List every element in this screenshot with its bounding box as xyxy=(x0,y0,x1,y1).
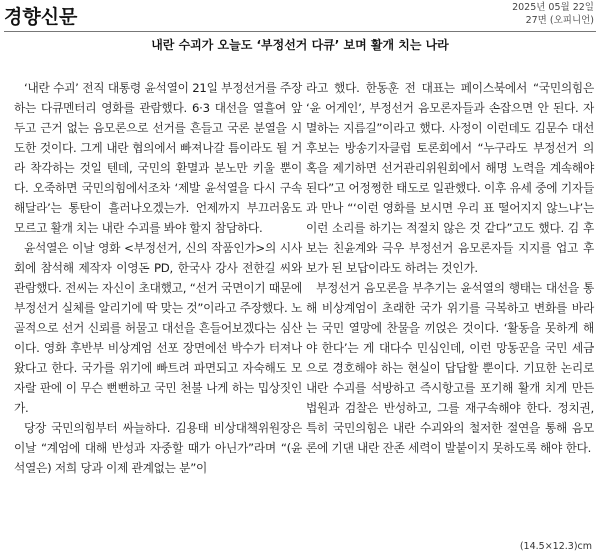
paragraph: ‘내란 수괴’ 전직 대통령 윤석열이 21일 부정선거를 주장하는 다큐멘터리 영화를 관람했다. 6·3 대선을 열흘여 앞두고 근거 없는 음모론으로 선거를 흔들고 국론 분열을 시도한 것이다. 그게 내란 협의에서 빠져나갈 틈이라도 될 거라 착각하는 것일 텐데, 국민의 환멸과 분노만 키울 뿐이다. 오죽하면 국민의힘에서조차 ‘제발 윤석열을 다시 구속해달라’는 통탄이 흘러나오겠는가. 언제까지 부끄러움도 모르고 활개 치는 내란 수괴를 봐야 할지 참담하다. xyxy=(14,81,302,235)
masthead-divider xyxy=(4,31,596,32)
publication-date: 2025년 05월 22일 xyxy=(512,2,594,13)
clipping-size-note: (14.5×12.3)cm xyxy=(519,541,592,552)
article-body xyxy=(0,78,600,528)
paragraph: 당장 국민의힘부터 싸늘하다. 김용태 비상대책위원장은 이날 “계엄에 대해 반성과 자중할 때가 아닌가”라며 “(윤석열은) 저희 당과 이제 관계없는 분”이 xyxy=(14,421,302,475)
article-headline: 내란 수괴가 오늘도 ‘부정선거 다큐’ 보며 활개 치는 나라 xyxy=(151,38,449,52)
page-section: 27면 (오피니언) xyxy=(525,15,594,26)
paragraph: 라고 했다. 한동훈 전 대표는 페이스북에서 “국민의힘은 ‘윤 어게인’, 부정선거 음모론자들과 손잡으면 안 된다. 자멸하는 지름길”이라고 했다. 사정이 이런데도 김문수 대선 후보는 방송기자클럽 토론회에서 “누구라도 부정선거 의혹을 제기하면 선거관리위원회에서 해명 노력을 계속해야 된다”고 어정쩡한 태도로 일관했다. 이후 유세 중에 기자들과 만나 “‘이런 영화를 보시면 우리 표 떨어지지 않느냐’는 이런 소리를 하기는 적절치 않은 것 같다”고도 했다. 김 후보는 친윤계와 극우 부정선거 음모론자들 지지를 업고 후보가 된 보답이라도 하려는 것인가. xyxy=(306,81,594,275)
paragraph: 부정선거 음모론을 부추기는 윤석열의 행태는 대선을 통해 비상계엄이 초래한 국가 위기를 극복하고 변화를 바라는 국민 열망에 찬물을 끼얹은 것이다. ‘활동을 못하게 해야 한다’는 게 대다수 민심인데, 이런 망동꾼을 국민 세금으로 경호해야 하는 현실이 답답할 뿐이다. 기묘한 논리로 내란 수괴를 석방하고 즉시항고를 포기해 활개 치게 만든 법원과 검찰은 반성하고, 그를 재구속해야 한다. 정치권, 특히 국민의힘은 내란 수괴와의 철저한 절연을 통해 음모론에 기댄 내란 잔존 세력이 발붙이지 못하도록 해야 한다. xyxy=(306,281,594,455)
newspaper-logo: 경향신문 xyxy=(4,6,78,28)
article-column-right xyxy=(306,78,594,458)
paragraph: 윤석열은 이날 영화 <부정선거, 신의 작품인가>의 시사회에 참석해 제작자 이영돈 PD, 한국사 강사 전한길 씨와 관람했다. 전씨는 자신이 초대했고, “선거 국면이기 때문에 부정선거 실체를 알리기에 딱 맞는 것”이라고 주장했다. 노골적으로 선거 신뢰를 허물고 대선을 흔들어보겠다는 심산이다. 영화 후반부 비상계엄 선포 장면에선 박수가 터져나왔다고 한다. 국가를 위기에 빠트려 파면되고 자숙해도 모자랄 판에 이 무슨 뻔뻔하고 국민 천불 나게 하는 밉상짓인가. xyxy=(14,241,302,415)
publication-meta xyxy=(512,1,594,27)
masthead xyxy=(0,0,600,32)
article-column-left xyxy=(14,78,302,478)
